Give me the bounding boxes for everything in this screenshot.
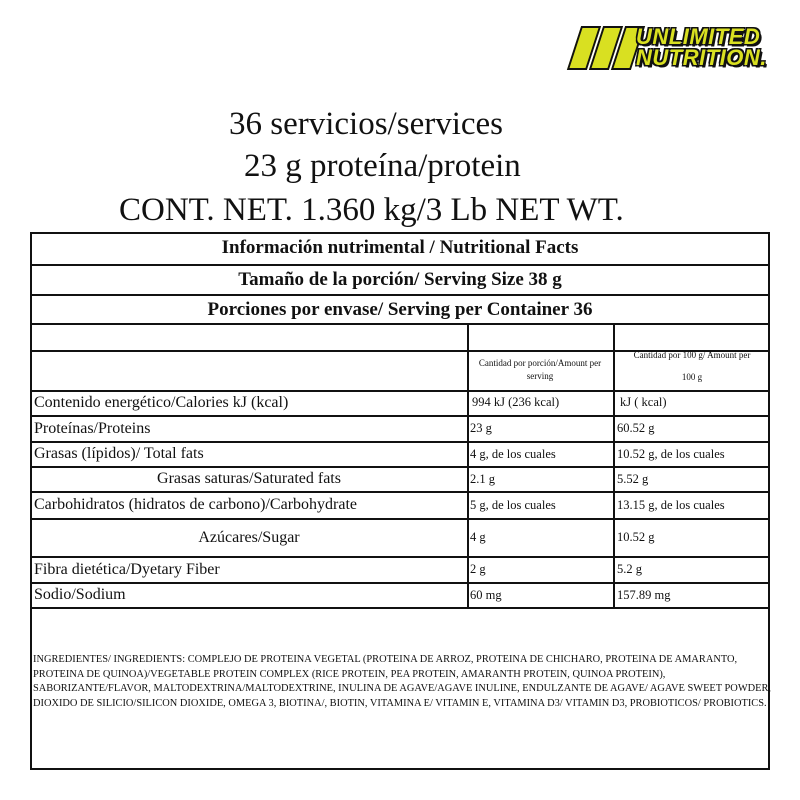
per-serving-value: 23 g: [470, 421, 492, 435]
per-serving-value: 4 g: [470, 530, 486, 544]
nutrient-label: Fibra dietética/Dyetary Fiber: [34, 560, 220, 578]
serving-size: Tamaño de la porción/ Serving Size 38 g: [30, 266, 770, 296]
servings-per-container: Porciones por envase/ Serving per Container 36: [30, 296, 770, 325]
brand-name-line2: NUTRITION.: [636, 45, 767, 70]
nutrient-label: Grasas (lípidos)/ Total fats: [34, 445, 204, 462]
col-header-per-100g: Cantidad por 100 g/ Amount per: [633, 350, 751, 360]
per-100g-value: 10.52 g: [617, 530, 655, 544]
brand-name-line1: UNLIMITED: [636, 24, 761, 49]
nutrient-label: Sodio/Sodium: [34, 586, 126, 603]
per-serving-value: 2 g: [470, 562, 486, 576]
nutrient-label: Contenido energético/Calories kJ (kcal): [34, 393, 289, 411]
per-serving-value: 5 g, de los cuales: [470, 497, 556, 512]
per-serving-value: 2.1 g: [470, 471, 495, 486]
nutrient-label: Carbohidratos (hidratos de carbono)/Carbohydrate: [34, 496, 358, 513]
nutrient-label: Proteínas/Proteins: [34, 419, 151, 437]
nutrient-label: Azúcares/Sugar: [198, 528, 300, 546]
nutrient-label: Grasas saturas/Saturated fats: [157, 470, 341, 487]
net-weight-heading: CONT. NET. 1.360 kg/3 Lb NET WT.: [119, 192, 624, 228]
per-100g-value: 5.52 g: [617, 471, 649, 486]
per-100g-value: 157.89 mg: [617, 587, 671, 602]
per-serving-value: 4 g, de los cuales: [470, 446, 556, 461]
servings-heading: 36 servicios/services: [229, 106, 504, 142]
protein-heading: 23 g proteína/protein: [244, 148, 521, 184]
per-100g-value: 60.52 g: [617, 421, 655, 435]
per-serving-value: 60 mg: [470, 587, 502, 602]
table-title: Información nutrimental / Nutritional Facts: [30, 232, 770, 266]
per-100g-value: kJ ( kcal): [620, 395, 667, 409]
brand-logo: [568, 22, 782, 72]
divider: [30, 607, 770, 609]
col-header-per-100g-unit: 100 g: [681, 372, 703, 382]
per-100g-value: 10.52 g, de los cuales: [617, 446, 725, 461]
per-100g-value: 13.15 g, de los cuales: [617, 497, 725, 512]
ingredients-text: INGREDIENTES/ INGREDIENTS: COMPLEJO DE PROTEINA VEGETAL (PROTEINA DE ARROZ, PROTEINA DE CHICHARO, PROTEINA DE AMARANTO, PROTEINA DE QUINOA)/VEGETABLE PROTEIN COMPLEX (RICE PROTEIN, PEA PROTEIN, AMARANTH PROTEIN, QUINOA PROTEIN), SABORIZANTE/FLAVOR, MALTODEXTRINA/MALTODEXTRINE, INULINA DE AGAVE/AGAVE INULINE, ENDULZANTE DE AGAVE/ AGAVE SWEET POWDER, DIOXIDO DE SILICIO/SILICON DIOXIDE, OMEGA 3, BIOTINA/, BIOTIN, VITAMINA E/ VITAMIN E, VITAMINA D3/ VITAMIN D3, PROBIOTICOS/ PROBIOTICS.: [33, 654, 771, 709]
per-serving-value: 994 kJ (236 kcal): [472, 395, 560, 409]
col-header-per-serving: Cantidad por porción/Amount per serving: [478, 358, 602, 381]
per-100g-value: 5.2 g: [617, 562, 642, 576]
